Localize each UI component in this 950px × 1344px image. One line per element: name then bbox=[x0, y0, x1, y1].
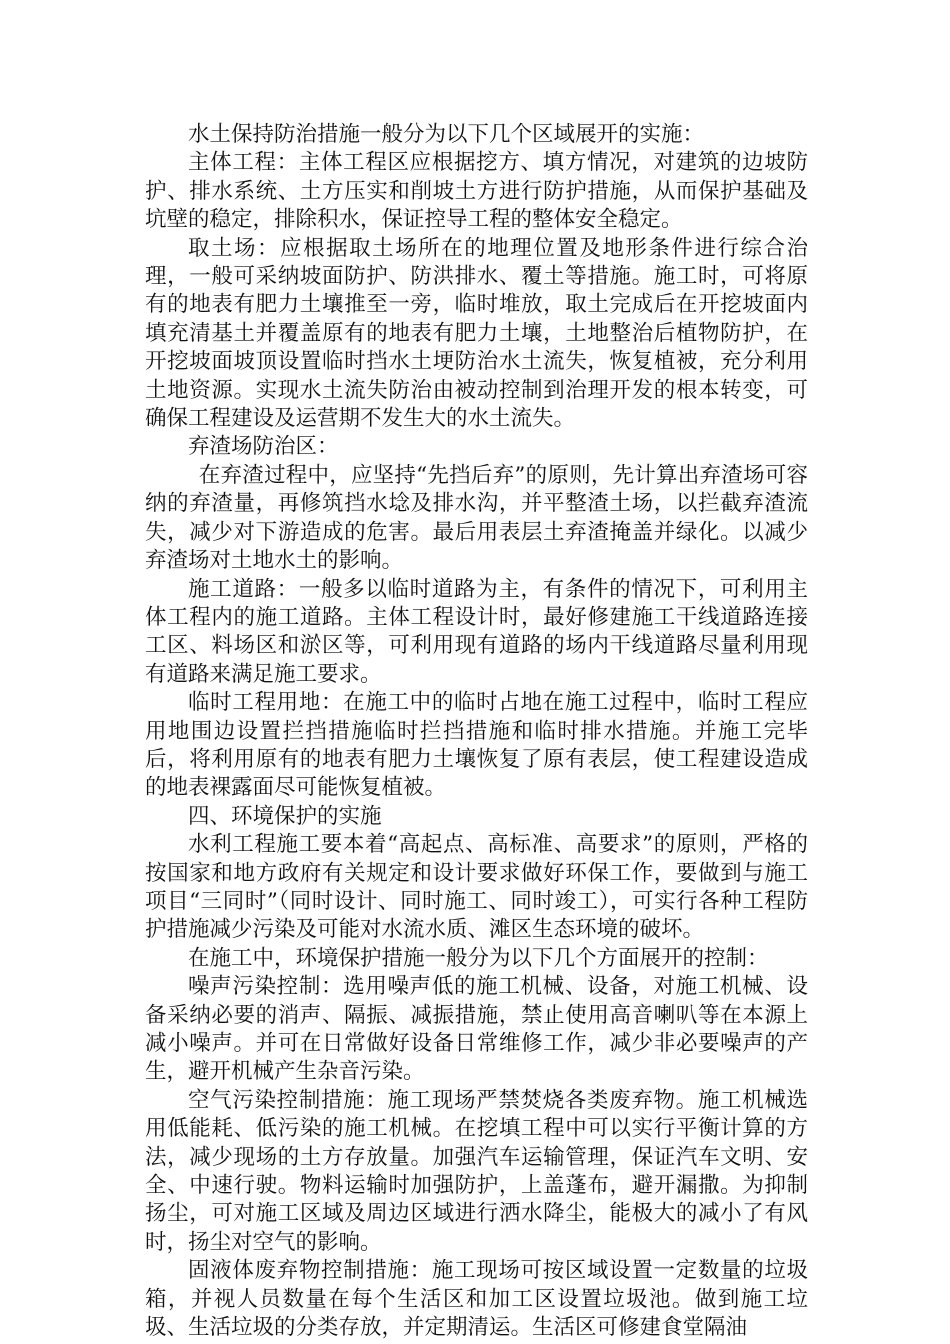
paragraph-intro: 水土保持防治措施一般分为以下几个区域展开的实施： bbox=[188, 122, 705, 147]
paragraph-environment-principle: 水利工程施工要本着“高起点、高标准、高要求”的原则，严格的按国家和地方政府有关规定和设计要求做好环保工作，要做到与施工项目“三同时”（同时设计、同时施工、同时竣工），可实行各种工程防护措施减少污染及可能对水流水质、滩区生态环境的破坏。 bbox=[145, 832, 808, 943]
paragraph-air-control: 空气污染控制措施：施工现场严禁焚烧各类废弃物。施工机械选用低能耗、低污染的施工机械。在挖填工程中可以实行平衡计算的方法，减少现场的土方存放量。加强汽车运输管理，保证汽车文明、安全、中速行驶。物料运输时加强防护，上盖蓬布，避开漏撒。为抑制扬尘，可对施工区域及周边区域进行洒水降尘，能极大的减小了有风时，扬尘对空气的影响。 bbox=[145, 1087, 808, 1255]
paragraph-borrow-site: 取土场：应根据取土场所在的地理位置及地形条件进行综合治理，一般可采纳坡面防护、防洪排水、覆土等措施。施工时，可将原有的地表有肥力土壤推至一旁，临时堆放，取土完成后在开挖坡面内填充清基土并覆盖原有的地表有肥力土壤，土地整治后植物防护，在开挖坡面坡顶设置临时挡水土埂防治水土流失，恢复植被，充分利用土地资源。实现水土流失防治由被动控制到治理开发的根本转变，可确保工程建设及运营期不发生大的水土流失。 bbox=[145, 235, 808, 432]
section-heading-environment: 四、环境保护的实施 bbox=[188, 803, 382, 829]
document-body bbox=[145, 121, 808, 1342]
paragraph-spoil-heading: 弃渣场防治区： bbox=[188, 434, 339, 460]
paragraph-spoil-body: 在弃渣过程中，应坚持“先挡后弃”的原则，先计算出弃渣场可容纳的弃渣量，再修筑挡水埝及排水沟，并平整渣土场，以拦截弃渣流失，减少对下游造成的危害。最后用表层土弃渣掩盖并绿化。以减少弃渣场对土地水土的影响。 bbox=[145, 462, 808, 574]
paragraph-noise-control: 噪声污染控制：选用噪声低的施工机械、设备，对施工机械、设备采纳必要的消声、隔振、减振措施，禁止使用高音喇叭等在本源上减小噪声。并可在日常做好设备日常维修工作，减少非必要噪声的产生，避开机械产生杂音污染。 bbox=[145, 974, 808, 1085]
paragraph-temporary-land: 临时工程用地：在施工中的临时占地在施工过程中，临时工程应用地围边设置拦挡措施临时拦挡措施和临时排水措施。并施工完毕后，将利用原有的地表有肥力土壤恢复了原有表层，使工程建设造成的地表裸露面尽可能恢复植被。 bbox=[145, 690, 808, 801]
paragraph-construction-road: 施工道路：一般多以临时道路为主，有条件的情况下，可利用主体工程内的施工道路。主体工程设计时，最好修建施工干线道路连接工区、料场区和淤区等，可利用现有道路的场内干线道路尽量利用现有道路来满足施工要求。 bbox=[145, 576, 808, 687]
paragraph-main-works: 主体工程：主体工程区应根据挖方、填方情况，对建筑的边坡防护、排水系统、土方压实和削坡土方进行防护措施，从而保护基础及坑壁的稳定，排除积水，保证控导工程的整体安全稳定。 bbox=[145, 150, 808, 233]
paragraph-waste-control: 固液体废弃物控制措施：施工现场可按区域设置一定数量的垃圾箱，并视人员数量在每个生活区和加工区设置垃圾池。做到施工垃圾、生活垃圾的分类存放，并定期清运。生活区可修建食堂隔油 bbox=[145, 1258, 808, 1341]
paragraph-environment-intro: 在施工中，环境保护措施一般分为以下几个方面展开的控制： bbox=[188, 945, 769, 971]
